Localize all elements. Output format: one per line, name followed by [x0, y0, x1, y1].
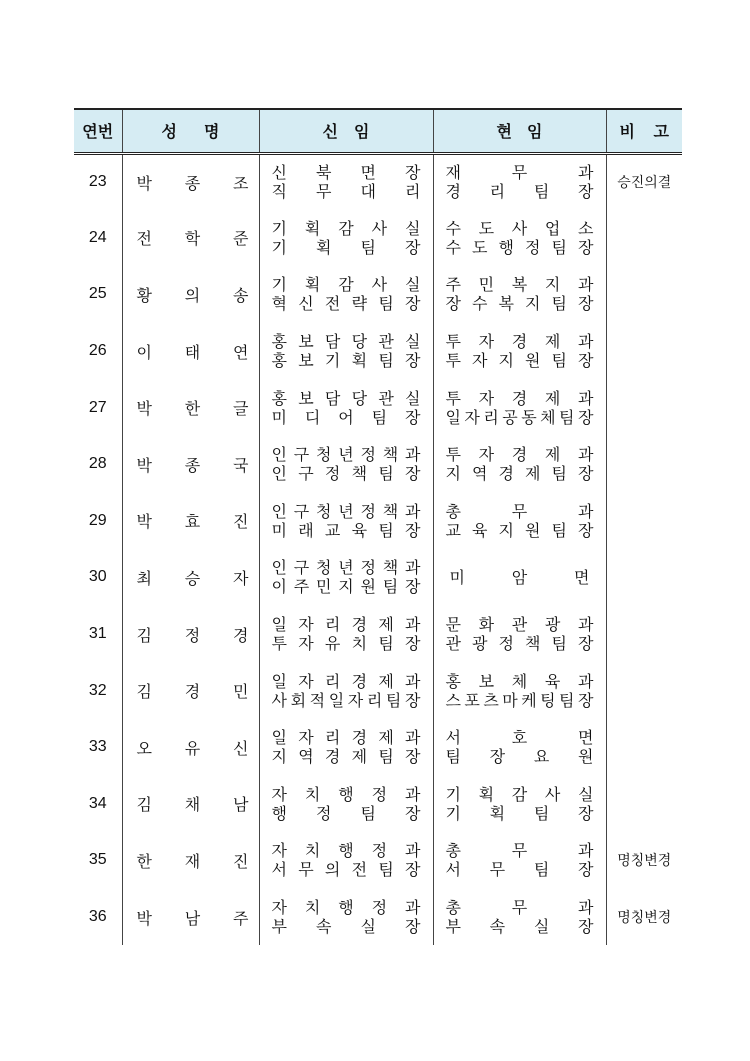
header-no: 연번 — [74, 109, 122, 153]
note: 명칭변경 — [606, 889, 682, 946]
row-number: 24 — [88, 228, 107, 246]
note — [606, 210, 682, 267]
current-post: 미 암 면 — [433, 549, 606, 606]
new-post: 홍 보 담 당 관 실 홍 보 기 획 팀 장 — [259, 323, 433, 380]
row-number: 32 — [88, 681, 107, 699]
row-number: 33 — [88, 738, 107, 756]
note — [606, 266, 682, 323]
new-post: 자 치 행 정 과 서 무 의 전 팀 장 — [259, 832, 433, 889]
row-number: 36 — [88, 908, 107, 926]
header-name: 성 명 — [122, 109, 259, 153]
personnel-table-sheet — [74, 108, 682, 945]
table-row — [74, 323, 682, 380]
table-row — [74, 662, 682, 719]
row-number: 23 — [88, 173, 107, 191]
header-new-post: 신 임 — [259, 109, 433, 153]
new-post: 자 치 행 정 과 행 정 팀 장 — [259, 776, 433, 833]
note — [606, 719, 682, 776]
new-post: 일 자 리 경 제 과 지 역 경 제 팀 장 — [259, 719, 433, 776]
row-number: 35 — [88, 851, 107, 869]
person-name: 박 남 주 — [122, 889, 259, 946]
table-row — [74, 153, 682, 210]
person-name: 박 한 글 — [122, 379, 259, 436]
table-row — [74, 436, 682, 493]
current-post: 투 자 경 제 과 일 자 리 공 동 체 팀 장 — [433, 379, 606, 436]
note — [606, 606, 682, 663]
current-post: 주 민 복 지 과 장 수 복 지 팀 장 — [433, 266, 606, 323]
person-name: 황 의 송 — [122, 266, 259, 323]
current-post: 수 도 사 업 소 수 도 행 정 팀 장 — [433, 210, 606, 267]
new-post: 인 구 청 년 정 책 과 인 구 정 책 팀 장 — [259, 436, 433, 493]
new-post: 신 북 면 장 직 무 대 리 — [259, 153, 433, 210]
table-row — [74, 889, 682, 946]
note: 승진의결 — [606, 153, 682, 210]
note — [606, 436, 682, 493]
note — [606, 776, 682, 833]
row-number: 26 — [88, 342, 107, 360]
person-name: 김 정 경 — [122, 606, 259, 663]
current-post: 총 무 과 교 육 지 원 팀 장 — [433, 493, 606, 550]
current-post: 문 화 관 광 과 관 광 정 책 팀 장 — [433, 606, 606, 663]
person-name: 김 채 남 — [122, 776, 259, 833]
personnel-table — [74, 108, 682, 945]
row-number: 29 — [88, 511, 107, 529]
new-post: 일 자 리 경 제 과 투 자 유 치 팀 장 — [259, 606, 433, 663]
new-post: 일 자 리 경 제 과 사 회 적 일 자 리 팀 장 — [259, 662, 433, 719]
person-name: 한 재 진 — [122, 832, 259, 889]
row-number: 28 — [88, 455, 107, 473]
table-row — [74, 379, 682, 436]
row-number: 25 — [88, 285, 107, 303]
current-post: 투 자 경 제 과 지 역 경 제 팀 장 — [433, 436, 606, 493]
person-name: 이 태 연 — [122, 323, 259, 380]
header-current-post: 현 임 — [433, 109, 606, 153]
header-note: 비 고 — [606, 109, 682, 153]
note — [606, 549, 682, 606]
person-name: 박 효 진 — [122, 493, 259, 550]
person-name: 전 학 준 — [122, 210, 259, 267]
table-row — [74, 210, 682, 267]
note: 명칭변경 — [606, 832, 682, 889]
current-post: 서 호 면 팀 장 요 원 — [433, 719, 606, 776]
note — [606, 493, 682, 550]
person-name: 오 유 신 — [122, 719, 259, 776]
person-name: 최 승 자 — [122, 549, 259, 606]
table-row — [74, 266, 682, 323]
row-number: 27 — [88, 398, 107, 416]
new-post: 자 치 행 정 과 부 속 실 장 — [259, 889, 433, 946]
table-row — [74, 832, 682, 889]
table-row — [74, 776, 682, 833]
current-post: 총 무 과 부 속 실 장 — [433, 889, 606, 946]
header-row — [74, 109, 682, 153]
person-name: 박 종 국 — [122, 436, 259, 493]
row-number: 34 — [88, 794, 107, 812]
note — [606, 662, 682, 719]
new-post: 기 획 감 사 실 혁 신 전 략 팀 장 — [259, 266, 433, 323]
row-number: 31 — [88, 625, 107, 643]
table-row — [74, 549, 682, 606]
table-row — [74, 493, 682, 550]
note — [606, 379, 682, 436]
new-post: 인 구 청 년 정 책 과 이 주 민 지 원 팀 장 — [259, 549, 433, 606]
new-post: 인 구 청 년 정 책 과 미 래 교 육 팀 장 — [259, 493, 433, 550]
current-post: 홍 보 체 육 과 스 포 츠 마 케 팅 팀 장 — [433, 662, 606, 719]
row-number: 30 — [88, 568, 107, 586]
current-post: 투 자 경 제 과 투 자 지 원 팀 장 — [433, 323, 606, 380]
table-row — [74, 719, 682, 776]
new-post: 기 획 감 사 실 기 획 팀 장 — [259, 210, 433, 267]
person-name: 박 종 조 — [122, 153, 259, 210]
table-row — [74, 606, 682, 663]
note — [606, 323, 682, 380]
current-post: 총 무 과 서 무 팀 장 — [433, 832, 606, 889]
current-post: 재 무 과 경 리 팀 장 — [433, 153, 606, 210]
new-post: 홍 보 담 당 관 실 미 디 어 팀 장 — [259, 379, 433, 436]
person-name: 김 경 민 — [122, 662, 259, 719]
current-post: 기 획 감 사 실 기 획 팀 장 — [433, 776, 606, 833]
